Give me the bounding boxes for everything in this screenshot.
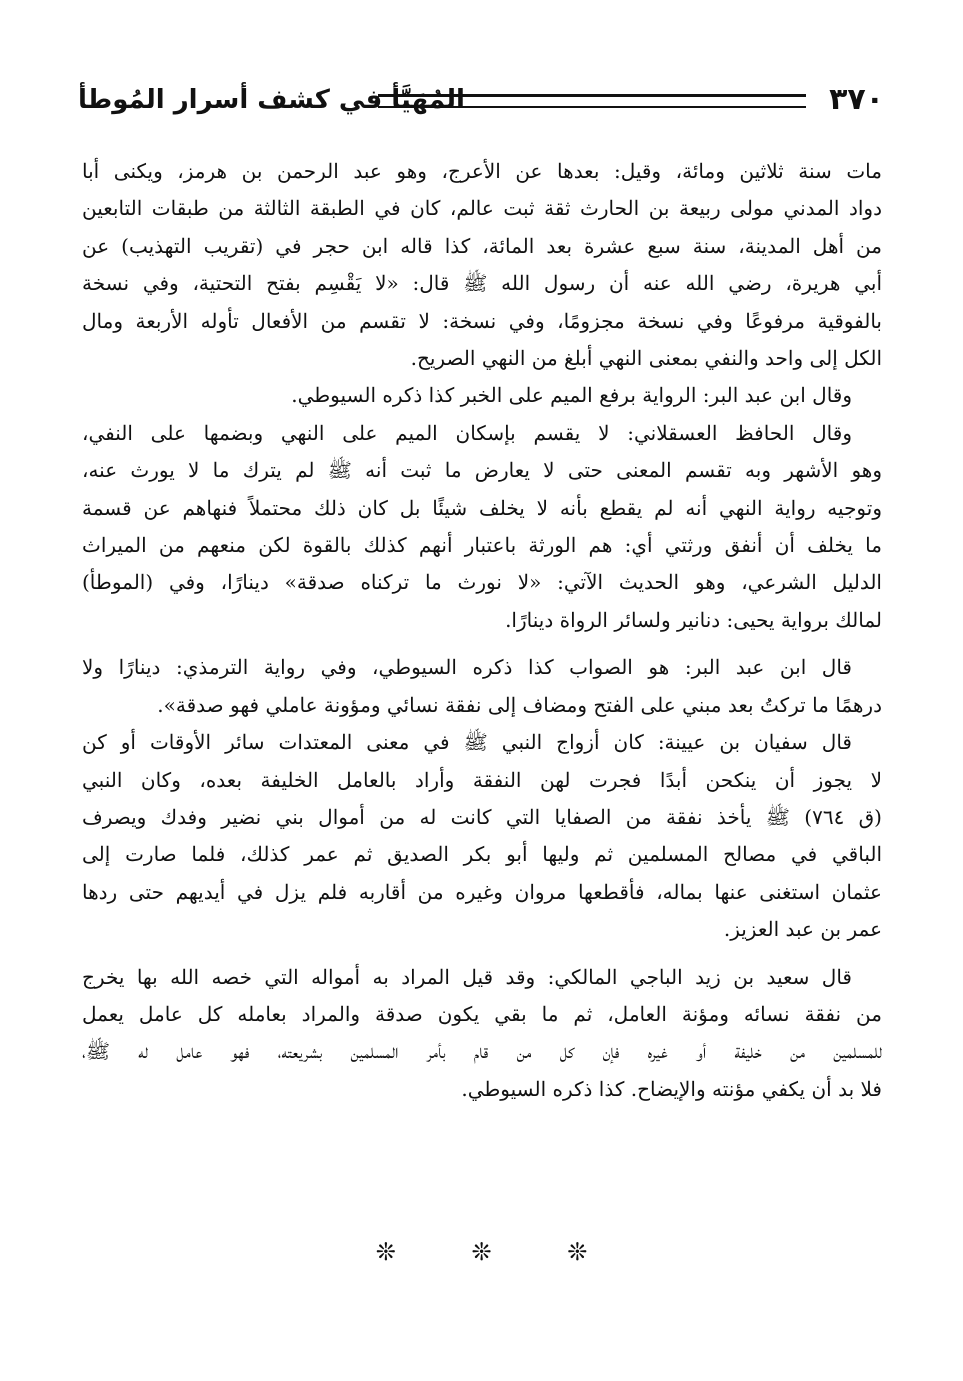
text-line: من أهل المدينة، سنة سبع عشرة بعد المائة، كذا قاله ابن حجر في (تقريب التهذيب) عن xyxy=(82,233,882,258)
page-number: ٣٧٠ xyxy=(829,82,884,117)
asterism-icon: ❊ xyxy=(567,1238,588,1266)
text-line: للمسلمين من خليفة أو غيره فإن كل من قام بأمر المسلمين بشريعته، فهو عامل له ﷺ، xyxy=(82,1039,882,1064)
text-line: (ق ٧٦٤) ﷺ يأخذ نفقة من الصفايا التي كانت له من أموال بني نضير وفدك ويصرف xyxy=(82,804,882,829)
text-line: درهمًا ما تركتُ بعد مبني على الفتح ومضاف إلى نفقة نسائي ومؤونة عاملي فهو صدقة». xyxy=(157,692,882,717)
text-line: لا يجوز أن ينكحن أبدًا فجرت لهن النفقة وأراد بالعامل الخليفة بعده، وكان النبي xyxy=(82,767,882,792)
page-header xyxy=(78,80,884,120)
text-line: وقال ابن عبد البر: الرواية برفع الميم على الخبر كذا ذكره السيوطي. xyxy=(291,383,852,408)
paragraph-3 xyxy=(82,415,882,639)
asterism-icon: ❊ xyxy=(375,1238,396,1266)
section-separator xyxy=(0,1238,963,1266)
text-line: مات سنة ثلاثين ومائة، وقيل: بعدها عن الأعرج، وهو عبد الرحمن بن هرمز، ويكنى أبا xyxy=(82,159,882,183)
text-line: من نفقة نسائه ومؤنة العامل، ثم ما بقي يكون صدقة والمراد بعامله كل عامل يعمل xyxy=(82,1001,882,1026)
text-line: الكل إلى واحد والنفي بمعنى النهي أبلغ من النهي الصريح. xyxy=(410,346,882,371)
text-line: الدليل الشرعي، وهو الحديث الآتي: «لا نورث ما تركناه صدقة» دينارًا، وفي (الموطأ) xyxy=(82,570,882,595)
text-line: الباقي في مصالح المسلمين ثم وليها أبو بكر الصديق ثم عمر كذلك، فلما صارت إلى xyxy=(82,842,882,867)
text-line: قال سفيان بن عيينة: كان أزواج النبي ﷺ في معنى المعتدات سائر الأوقات أو كن xyxy=(82,730,852,755)
paragraph-gap xyxy=(82,949,882,959)
text-line: أبي هريرة، رضي الله عنه أن رسول الله ﷺ قال: «لا يَقْسِم بفتح التحتية، وفي نسخة xyxy=(82,271,882,296)
text-line: وهو الأشهر وبه تقسم المعنى حتى لا يعارض ما ثبت أنه ﷺ لم يترك ما لا يورث عنه، xyxy=(82,458,882,483)
paragraph-2 xyxy=(82,377,882,414)
text-line: وتوجيه رواية النهي أنه لم يقطع بأنه لا يخلف شيئًا بل كان ذلك محتملاً فنهاهم عن قسمة xyxy=(82,495,882,520)
asterism-icon: ❊ xyxy=(471,1238,492,1266)
text-line: قال ابن عبد البر: هو الصواب كذا ذكره السيوطي، وفي رواية الترمذي: دينارًا ولا xyxy=(82,655,852,680)
text-line: عمر بن عبد العزيز. xyxy=(723,917,882,942)
text-line: دواد المدني مولى ربيعة بن الحارث ثقة ثبت عالم، كان في الطبقة الثالثة من طبقات التابعين xyxy=(82,196,882,221)
text-line: لمالك برواية يحيى: دنانير ولسائر الرواة دينارًا. xyxy=(505,607,882,632)
book-title: المُهَيَّأ في كشف أسرار المُوطأ xyxy=(78,85,465,115)
paragraph-6 xyxy=(82,959,882,1109)
text-line: عثمان استغنى عنها بماله، فأقطعها مروان وغيره من أقاربه فلم يزل في أيديهم حتى ردها xyxy=(82,879,882,904)
text-line: بالفوقية مرفوعًا وفي نسخة مجزومًا، وفي نسخة: لا تقسم من الأفعال تأوله الأربعة ومال xyxy=(82,308,882,333)
text-line: فلا بد أن يكفي مؤنته والإيضاح. كذا ذكره السيوطي. xyxy=(461,1076,882,1101)
paragraph-gap xyxy=(82,639,882,649)
body-text xyxy=(82,153,882,1108)
text-line: ما يخلف أن أنفق ورثتي أي: هم الورثة باعتبار أنهم كذلك بالقوة لكن منعهم من الميراث xyxy=(82,533,882,558)
paragraph-4 xyxy=(82,649,882,724)
paragraph-5 xyxy=(82,724,882,948)
paragraph-1 xyxy=(82,153,882,377)
text-line: قال سعيد بن زيد الباجي المالكي: وقد قيل المراد به أمواله التي خصه الله بها يخرج xyxy=(82,964,852,989)
text-line: وقال الحافظ العسقلاني: لا يقسم بإسكان الميم على النهي وبضمها على النفي، xyxy=(82,420,852,445)
